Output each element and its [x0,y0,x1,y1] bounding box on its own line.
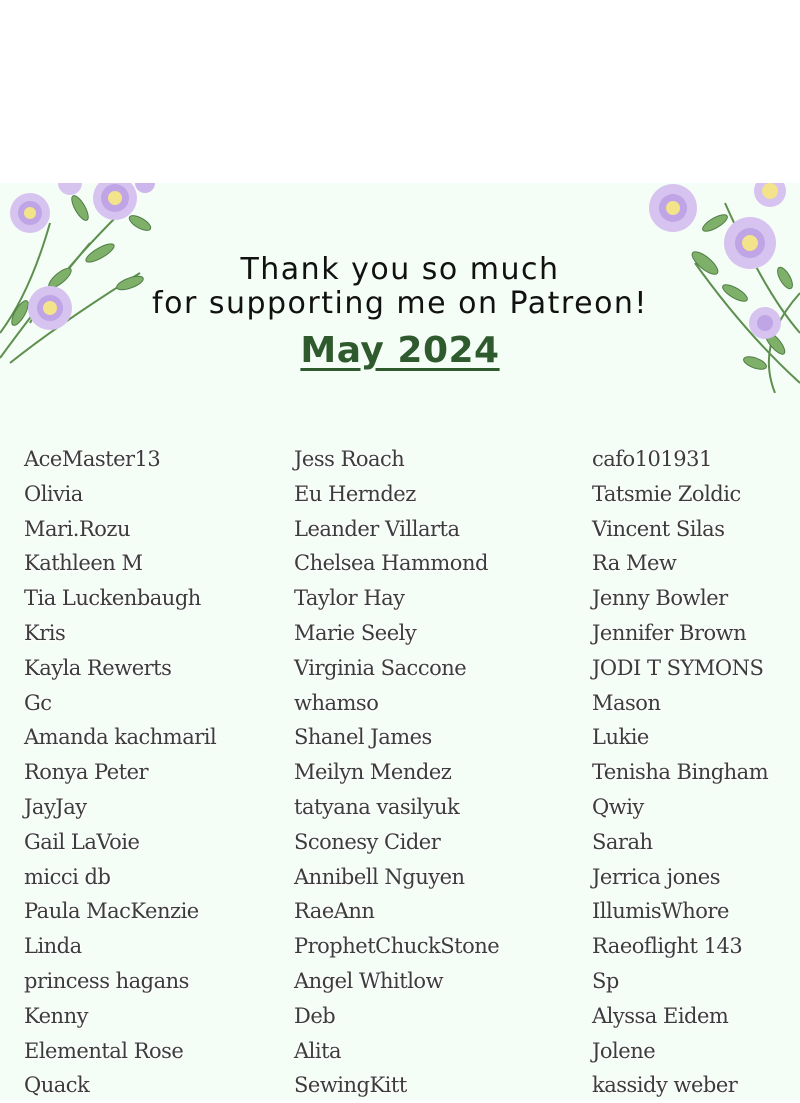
supporter-name: AceMaster13 [24,447,161,471]
supporter-name: Amanda kachmaril [24,725,217,750]
supporter-name: Vincent Silas [592,516,725,541]
supporter-column-2 [294,442,499,1103]
supporter-name: Quack [24,1073,90,1098]
supporter-name: Jerrica jones [592,864,720,889]
thank-you-heading: Thank you so much [240,252,560,287]
supporter-name: Deb [294,1003,336,1028]
supporter-name: Chelsea Hammond [294,551,488,576]
thank-you-subheading: for supporting me on Patreon! [152,286,648,321]
supporter-name: princess hagans [24,968,189,993]
supporter-name: Sarah [592,829,653,854]
supporter-name: Ronya Peter [24,760,149,785]
supporter-name: Gail LaVoie [24,829,140,854]
supporter-name: IllumisWhore [592,899,729,924]
supporter-name: micci db [24,864,111,889]
supporter-name: Alita [294,1038,342,1063]
supporter-name: Sp [592,968,619,993]
supporter-name: Elemental Rose [24,1038,184,1063]
supporter-name: Tia Luckenbaugh [24,586,201,611]
supporter-name: Eu Herndez [294,481,416,506]
supporter-name: Jess Roach [294,447,405,471]
supporter-name: Olivia [24,481,83,506]
supporter-name: Lukie [592,725,649,750]
supporter-name: Linda [24,934,82,959]
supporter-name: Ra Mew [592,551,677,576]
supporter-name: JayJay [24,794,87,819]
supporter-name: Angel Whitlow [294,968,444,993]
supporter-name: tatyana vasilyuk [294,794,460,819]
supporter-name: kassidy weber [592,1073,738,1098]
supporter-name: SewingKitt [294,1073,407,1098]
supporter-name: Kris [24,620,66,645]
supporter-column-3 [592,442,768,1103]
supporter-name: Virginia Saccone [294,655,467,680]
supporter-column-1 [24,442,216,1103]
supporter-name: JODI T SYMONS [592,655,764,680]
supporter-name: Raeoflight 143 [592,934,743,959]
supporter-name: Annibell Nguyen [294,864,465,889]
supporter-name: Kathleen M [24,551,143,576]
supporter-name: Gc [24,690,52,715]
supporter-name: Leander Villarta [294,516,460,541]
supporter-name: Tenisha Bingham [592,760,769,785]
supporter-name: whamso [294,690,379,715]
supporter-name: Marie Seely [294,620,417,645]
supporter-name: Taylor Hay [294,586,405,611]
month-title: May 2024 [300,330,500,371]
supporter-name: Jenny Bowler [592,586,728,611]
supporter-name: Tatsmie Zoldic [592,481,741,506]
supporter-name: ProphetChuckStone [294,934,500,959]
supporter-name: RaeAnn [294,899,375,924]
supporter-name: Jennifer Brown [592,620,747,645]
supporter-name: Mari.Rozu [24,516,130,541]
supporter-name: Kenny [24,1003,88,1028]
supporter-name: Kayla Rewerts [24,655,172,680]
supporter-name: Sconesy Cider [294,829,441,854]
supporter-name: Meilyn Mendez [294,760,452,785]
supporter-name: Alyssa Eidem [592,1003,729,1028]
supporter-name: cafo101931 [592,447,712,471]
supporter-name: Mason [592,690,661,715]
supporter-name: Shanel James [294,725,432,750]
supporter-name: Qwiy [592,794,644,819]
supporter-name: Paula MacKenzie [24,899,199,924]
supporter-name: Jolene [592,1038,656,1063]
